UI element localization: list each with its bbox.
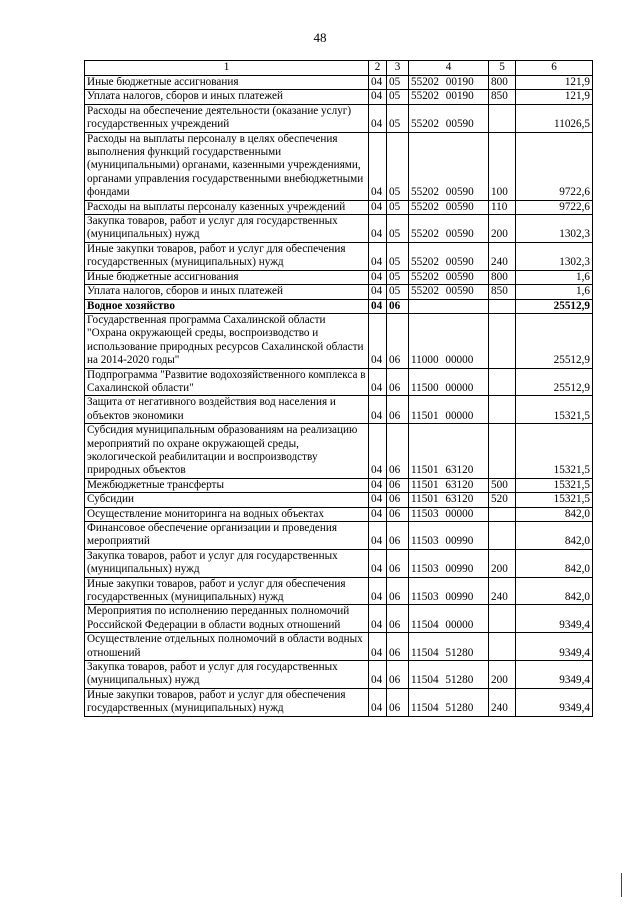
expense-type-cell	[489, 396, 516, 424]
section-code-cell: 04	[369, 132, 387, 200]
table-header-row	[85, 61, 593, 76]
row-name-cell: Уплата налогов, сборов и иных платежей	[85, 90, 369, 104]
header-cell: 1	[85, 61, 369, 76]
expense-type-cell	[489, 522, 516, 550]
table-row	[85, 549, 593, 577]
target-article-cell: 55202 00590	[409, 285, 489, 299]
row-name-cell: Государственная программа Сахалинской области "Охрана окружающей среды, воспроизводство и использование природных ресурсов Сахалинской области на 2014-2020 годы"	[85, 313, 369, 368]
budget-table	[84, 60, 593, 717]
subsection-code-cell: 06	[387, 577, 409, 605]
section-code-cell: 04	[369, 76, 387, 90]
expense-type-cell	[489, 104, 516, 132]
table-row	[85, 299, 593, 313]
target-article-cell: 11504 51280	[409, 688, 489, 716]
row-name-cell: Закупка товаров, работ и услуг для государственных (муниципальных) нужд	[85, 215, 369, 243]
table-row	[85, 661, 593, 689]
row-name-cell: Субсидия муниципальным образованиям на реализацию мероприятий по охране окружающей среды, экологической реабилитации и воспроизводству природных объектов	[85, 424, 369, 479]
subsection-code-cell: 06	[387, 396, 409, 424]
subsection-code-cell: 05	[387, 285, 409, 299]
row-name-cell: Иные бюджетные ассигнования	[85, 270, 369, 284]
expense-type-cell: 110	[489, 200, 516, 214]
amount-cell: 9349,4	[516, 688, 593, 716]
subsection-code-cell: 06	[387, 313, 409, 368]
subsection-code-cell: 06	[387, 424, 409, 479]
subsection-code-cell: 05	[387, 76, 409, 90]
expense-type-cell: 100	[489, 132, 516, 200]
amount-cell: 15321,5	[516, 396, 593, 424]
target-article-cell: 55202 00590	[409, 104, 489, 132]
row-name-cell: Осуществление мониторинга на водных объектах	[85, 507, 369, 521]
expense-type-cell: 240	[489, 577, 516, 605]
margin-mark	[621, 873, 622, 897]
table-row	[85, 76, 593, 90]
expense-type-cell: 850	[489, 285, 516, 299]
amount-cell: 15321,5	[516, 424, 593, 479]
table-row	[85, 577, 593, 605]
amount-cell: 11026,5	[516, 104, 593, 132]
subsection-code-cell: 05	[387, 242, 409, 270]
expense-type-cell: 240	[489, 688, 516, 716]
section-code-cell: 04	[369, 478, 387, 492]
subsection-code-cell: 06	[387, 688, 409, 716]
section-code-cell: 04	[369, 90, 387, 104]
section-code-cell: 04	[369, 299, 387, 313]
expense-type-cell	[489, 507, 516, 521]
table-row	[85, 285, 593, 299]
header-cell: 5	[489, 61, 516, 76]
amount-cell: 9349,4	[516, 605, 593, 633]
row-name-cell: Водное хозяйство	[85, 299, 369, 313]
table-row	[85, 605, 593, 633]
expense-type-cell: 800	[489, 76, 516, 90]
target-article-cell: 11504 51280	[409, 633, 489, 661]
expense-type-cell: 200	[489, 661, 516, 689]
amount-cell: 842,0	[516, 507, 593, 521]
header-cell: 6	[516, 61, 593, 76]
table-row	[85, 396, 593, 424]
amount-cell: 1302,3	[516, 242, 593, 270]
expense-type-cell	[489, 633, 516, 661]
target-article-cell: 11503 00990	[409, 522, 489, 550]
section-code-cell: 04	[369, 242, 387, 270]
amount-cell: 15321,5	[516, 493, 593, 507]
target-article-cell: 55202 00590	[409, 242, 489, 270]
expense-type-cell: 200	[489, 215, 516, 243]
amount-cell: 1,6	[516, 270, 593, 284]
amount-cell: 9349,4	[516, 633, 593, 661]
amount-cell: 25512,9	[516, 313, 593, 368]
section-code-cell: 04	[369, 368, 387, 396]
expense-type-cell: 850	[489, 90, 516, 104]
row-name-cell: Мероприятия по исполнению переданных полномочий Российской Федерации в области водных отношений	[85, 605, 369, 633]
subsection-code-cell: 06	[387, 633, 409, 661]
amount-cell: 121,9	[516, 90, 593, 104]
row-name-cell: Расходы на выплаты персоналу казенных учреждений	[85, 200, 369, 214]
section-code-cell: 04	[369, 633, 387, 661]
table-row	[85, 104, 593, 132]
target-article-cell: 11503 00990	[409, 577, 489, 605]
row-name-cell: Закупка товаров, работ и услуг для государственных (муниципальных) нужд	[85, 661, 369, 689]
amount-cell: 9722,6	[516, 132, 593, 200]
subsection-code-cell: 05	[387, 90, 409, 104]
table-row	[85, 507, 593, 521]
subsection-code-cell: 06	[387, 507, 409, 521]
target-article-cell: 55202 00590	[409, 200, 489, 214]
expense-type-cell: 800	[489, 270, 516, 284]
header-cell: 2	[369, 61, 387, 76]
table-row	[85, 493, 593, 507]
subsection-code-cell: 06	[387, 493, 409, 507]
section-code-cell: 04	[369, 104, 387, 132]
header-cell: 3	[387, 61, 409, 76]
table-row	[85, 368, 593, 396]
section-code-cell: 04	[369, 215, 387, 243]
row-name-cell: Расходы на выплаты персоналу в целях обеспечения выполнения функций государственными (муниципальными) органами, казенными учреждениями, органами управления государственными внебюджетными фондами	[85, 132, 369, 200]
table-row	[85, 242, 593, 270]
table-row	[85, 200, 593, 214]
section-code-cell: 04	[369, 507, 387, 521]
amount-cell: 15321,5	[516, 478, 593, 492]
amount-cell: 842,0	[516, 577, 593, 605]
table-row	[85, 215, 593, 243]
expense-type-cell: 520	[489, 493, 516, 507]
amount-cell: 1302,3	[516, 215, 593, 243]
target-article-cell: 11500 00000	[409, 368, 489, 396]
target-article-cell: 11503 00000	[409, 507, 489, 521]
subsection-code-cell: 05	[387, 104, 409, 132]
target-article-cell: 55202 00190	[409, 76, 489, 90]
subsection-code-cell: 06	[387, 522, 409, 550]
subsection-code-cell: 06	[387, 299, 409, 313]
table-row	[85, 688, 593, 716]
row-name-cell: Финансовое обеспечение организации и проведения мероприятий	[85, 522, 369, 550]
amount-cell: 9722,6	[516, 200, 593, 214]
amount-cell: 121,9	[516, 76, 593, 90]
expense-type-cell: 200	[489, 549, 516, 577]
table-row	[85, 132, 593, 200]
expense-type-cell	[489, 313, 516, 368]
subsection-code-cell: 06	[387, 478, 409, 492]
amount-cell: 1,6	[516, 285, 593, 299]
table-row	[85, 313, 593, 368]
row-name-cell: Субсидии	[85, 493, 369, 507]
subsection-code-cell: 06	[387, 661, 409, 689]
amount-cell: 842,0	[516, 522, 593, 550]
subsection-code-cell: 06	[387, 368, 409, 396]
table-row	[85, 478, 593, 492]
section-code-cell: 04	[369, 661, 387, 689]
section-code-cell: 04	[369, 424, 387, 479]
row-name-cell: Иные закупки товаров, работ и услуг для обеспечения государственных (муниципальных) нужд	[85, 577, 369, 605]
table-row	[85, 90, 593, 104]
subsection-code-cell: 05	[387, 132, 409, 200]
section-code-cell: 04	[369, 522, 387, 550]
table-row	[85, 424, 593, 479]
target-article-cell: 55202 00190	[409, 90, 489, 104]
target-article-cell: 11501 63120	[409, 478, 489, 492]
table-row	[85, 633, 593, 661]
section-code-cell: 04	[369, 285, 387, 299]
row-name-cell: Осуществление отдельных полномочий в области водных отношений	[85, 633, 369, 661]
section-code-cell: 04	[369, 605, 387, 633]
row-name-cell: Защита от негативного воздействия вод населения и объектов экономики	[85, 396, 369, 424]
target-article-cell: 11501 63120	[409, 493, 489, 507]
target-article-cell: 11504 51280	[409, 661, 489, 689]
section-code-cell: 04	[369, 200, 387, 214]
section-code-cell: 04	[369, 549, 387, 577]
target-article-cell: 11501 00000	[409, 396, 489, 424]
row-name-cell: Иные бюджетные ассигнования	[85, 76, 369, 90]
section-code-cell: 04	[369, 493, 387, 507]
expense-type-cell: 500	[489, 478, 516, 492]
section-code-cell: 04	[369, 688, 387, 716]
row-name-cell: Иные закупки товаров, работ и услуг для обеспечения государственных (муниципальных) нужд	[85, 242, 369, 270]
amount-cell: 9349,4	[516, 661, 593, 689]
row-name-cell: Межбюджетные трансферты	[85, 478, 369, 492]
expense-type-cell: 240	[489, 242, 516, 270]
subsection-code-cell: 05	[387, 270, 409, 284]
expense-type-cell	[489, 368, 516, 396]
page-number: 48	[313, 30, 327, 45]
header-cell: 4	[409, 61, 489, 76]
amount-cell: 25512,9	[516, 368, 593, 396]
row-name-cell: Расходы на обеспечение деятельности (оказание услуг) государственных учреждений	[85, 104, 369, 132]
expense-type-cell	[489, 605, 516, 633]
table-row	[85, 270, 593, 284]
subsection-code-cell: 05	[387, 215, 409, 243]
target-article-cell: 55202 00590	[409, 215, 489, 243]
target-article-cell: 11000 00000	[409, 313, 489, 368]
section-code-cell: 04	[369, 270, 387, 284]
section-code-cell: 04	[369, 577, 387, 605]
subsection-code-cell: 06	[387, 549, 409, 577]
target-article-cell	[409, 299, 489, 313]
subsection-code-cell: 05	[387, 200, 409, 214]
expense-type-cell	[489, 299, 516, 313]
target-article-cell: 11501 63120	[409, 424, 489, 479]
section-code-cell: 04	[369, 313, 387, 368]
row-name-cell: Подпрограмма "Развитие водохозяйственного комплекса в Сахалинской области"	[85, 368, 369, 396]
subsection-code-cell: 06	[387, 605, 409, 633]
row-name-cell: Уплата налогов, сборов и иных платежей	[85, 285, 369, 299]
target-article-cell: 11504 00000	[409, 605, 489, 633]
row-name-cell: Закупка товаров, работ и услуг для государственных (муниципальных) нужд	[85, 549, 369, 577]
amount-cell: 842,0	[516, 549, 593, 577]
target-article-cell: 55202 00590	[409, 270, 489, 284]
table-row	[85, 522, 593, 550]
amount-cell: 25512,9	[516, 299, 593, 313]
target-article-cell: 55202 00590	[409, 132, 489, 200]
expense-type-cell	[489, 424, 516, 479]
section-code-cell: 04	[369, 396, 387, 424]
target-article-cell: 11503 00990	[409, 549, 489, 577]
row-name-cell: Иные закупки товаров, работ и услуг для обеспечения государственных (муниципальных) нужд	[85, 688, 369, 716]
